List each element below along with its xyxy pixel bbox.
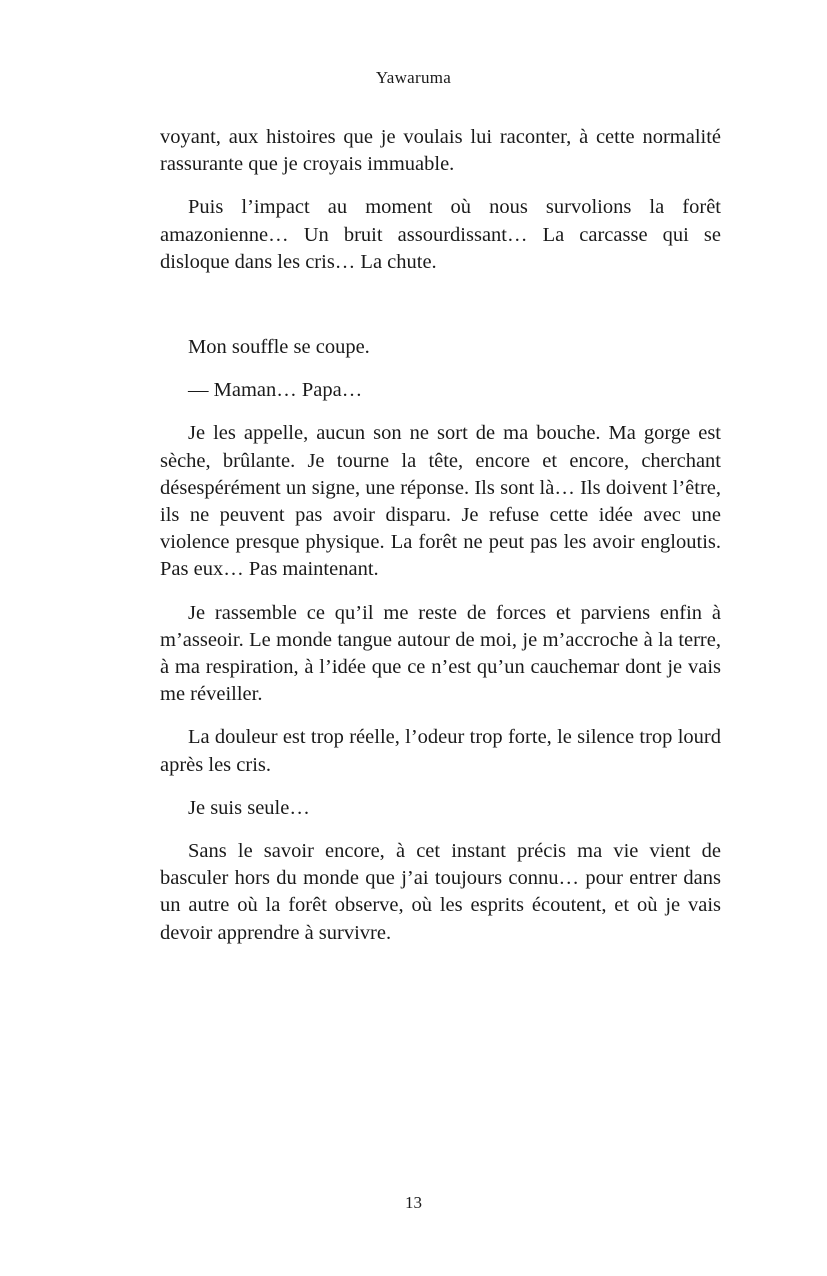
paragraph: Mon souffle se coupe. [188,336,370,359]
body-text [160,124,721,963]
dialogue-line: — Maman… Papa… [188,379,363,402]
paragraph: Je suis seule… [188,796,310,819]
paragraph: Sans le savoir encore, à cet instant précis ma vie vient de basculer hors du monde que j’ai toujours connu… pour entrer dans un autre où la forêt observe, où les esprits écoutent, et où je vais devoir apprendre à survivre. [160,840,721,944]
page-number: 13 [405,1193,422,1212]
paragraph: voyant, aux histoires que je voulais lui raconter, à cette normalité rassurante que je croyais immuable. [160,126,721,176]
paragraph: La douleur est trop réelle, l’odeur trop forte, le silence trop lourd après les cris. [160,726,721,776]
running-head-title: Yawaruma [375,68,452,87]
paragraph: Puis l’impact au moment où nous survolions la forêt amazonienne… Un bruit assourdissant… La carcasse qui se disloque dans les cris… La chute. [160,196,721,273]
paragraph: Je rassemble ce qu’il me reste de forces et parviens enfin à m’asseoir. Le monde tangue autour de moi, je m’accroche à la terre, à ma respiration, à l’idée que ce n’est qu’un cauchemar dont je vais me réveiller. [160,601,721,706]
paragraph: Je les appelle, aucun son ne sort de ma bouche. Ma gorge est sèche, brûlante. Je tourne la tête, encore et encore, cherchant désespérément un signe, une réponse. Ils sont là… Ils doivent l’être, ils ne peuvent pas avoir disparu. Je refuse cette idée avec une violence presque physique. La forêt ne peut pas les avoir engloutis. Pas eux… Pas maintenant. [160,422,721,581]
